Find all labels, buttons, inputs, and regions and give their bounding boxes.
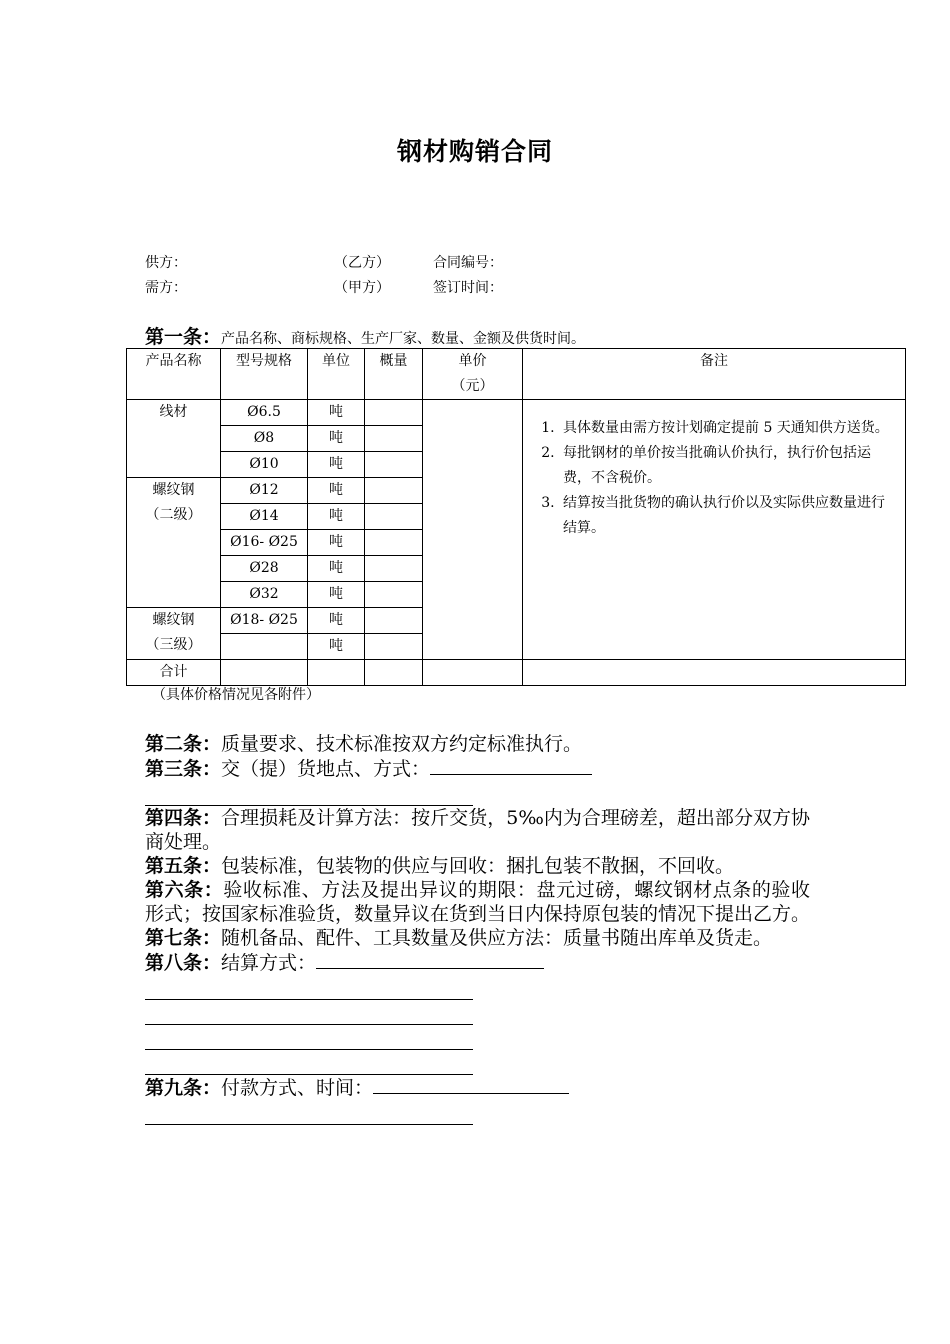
- article-3-text: 交（提）货地点、方式：: [221, 758, 431, 780]
- unit-cell: 吨: [308, 556, 365, 582]
- unit-cell: 吨: [308, 530, 365, 556]
- buyer-role: （甲方）: [334, 280, 390, 296]
- supplier-label: 供方：: [145, 255, 187, 271]
- quantity-cell[interactable]: [365, 556, 423, 582]
- note-item: 1. 具体数量由需方按计划确定提前 5 天通知供方送货。: [559, 416, 897, 441]
- contract-no-label: 合同编号：: [433, 255, 503, 271]
- spec-cell: [221, 634, 308, 660]
- unit-cell: 吨: [308, 426, 365, 452]
- article-3-heading: 第三条：: [145, 758, 222, 780]
- unit-cell: 吨: [308, 478, 365, 504]
- quantity-cell[interactable]: [365, 634, 423, 660]
- spec-cell: Ø6.5: [221, 400, 308, 426]
- payment-blank-line[interactable]: [145, 1100, 473, 1125]
- quantity-cell[interactable]: [365, 582, 423, 608]
- article-4: [145, 806, 810, 854]
- total-price-cell[interactable]: [423, 660, 523, 686]
- spec-cell: Ø32: [221, 582, 308, 608]
- payment-terms-blank[interactable]: [373, 1075, 569, 1094]
- table-row: [127, 400, 906, 426]
- header-notes: 备注: [523, 349, 906, 400]
- buyer-label: 需方：: [145, 280, 187, 296]
- unit-cell: 吨: [308, 400, 365, 426]
- unit-cell: 吨: [308, 504, 365, 530]
- total-row: [127, 660, 906, 686]
- quantity-cell[interactable]: [365, 452, 423, 478]
- article-5: [145, 854, 810, 878]
- unit-cell: 吨: [308, 582, 365, 608]
- delivery-method-blank-2[interactable]: [145, 781, 473, 806]
- total-spec-cell: [221, 660, 308, 686]
- article-4-text: 合理损耗及计算方法：按斤交货，5‰内为合理磅差，超出部分双方协商处理。: [145, 807, 810, 853]
- quantity-cell[interactable]: [365, 400, 423, 426]
- spec-cell: Ø10: [221, 452, 308, 478]
- quantity-cell[interactable]: [365, 426, 423, 452]
- article-2: [145, 732, 810, 756]
- article-5-text: 包装标准，包装物的供应与回收：捆扎包装不散捆，不回收。: [221, 855, 735, 877]
- article-1-text: 产品名称、商标规格、生产厂家、数量、金额及供货时间。: [221, 331, 586, 347]
- article-1-heading: 第一条：: [145, 326, 222, 348]
- article-3: [145, 756, 810, 781]
- header-quantity: 概量: [365, 349, 423, 400]
- spec-cell: Ø18- Ø25: [221, 608, 308, 634]
- article-6-text: 验收标准、方法及提出异议的期限：盘元过磅，螺纹钢材点条的验收形式；按国家标准验货，数量异议在货到当日内保持原包装的情况下提出乙方。: [145, 879, 811, 925]
- article-2-text: 质量要求、技术标准按双方约定标准执行。: [221, 733, 583, 755]
- unit-cell: 吨: [308, 634, 365, 660]
- article-7-heading: 第七条：: [145, 927, 222, 949]
- article-1: [145, 322, 585, 349]
- article-8: [145, 950, 810, 975]
- settlement-blank-line[interactable]: [145, 1000, 473, 1025]
- delivery-method-blank[interactable]: [430, 756, 592, 775]
- header-unit-price: 单价（元）: [423, 349, 523, 400]
- group-name: 线材: [127, 400, 221, 478]
- product-table: [126, 348, 906, 686]
- group-name: 螺纹钢（三级）: [127, 608, 221, 660]
- article-9-text: 付款方式、时间：: [221, 1077, 374, 1099]
- article-6: [145, 878, 810, 926]
- spec-cell: Ø16- Ø25: [221, 530, 308, 556]
- header-spec: 型号规格: [221, 349, 308, 400]
- sign-time-label: 签订时间：: [433, 280, 503, 296]
- quantity-cell[interactable]: [365, 530, 423, 556]
- total-label: 合计: [127, 660, 221, 686]
- total-notes-cell: [523, 660, 906, 686]
- unit-cell: 吨: [308, 608, 365, 634]
- article-7: [145, 926, 810, 950]
- total-unit-cell: [308, 660, 365, 686]
- article-2-heading: 第二条：: [145, 733, 222, 755]
- unit-cell: 吨: [308, 452, 365, 478]
- article-6-heading: 第六条：: [145, 879, 224, 901]
- spec-cell: Ø8: [221, 426, 308, 452]
- unit-price-cell[interactable]: [423, 400, 523, 660]
- settlement-blank-line[interactable]: [145, 1050, 473, 1075]
- note-item: 2. 每批钢材的单价按当批确认价执行，执行价包括运费，不含税价。: [559, 441, 897, 491]
- note-item: 3. 结算按当批货物的确认执行价以及实际供应数量进行结算。: [559, 491, 897, 541]
- quantity-cell[interactable]: [365, 478, 423, 504]
- article-4-heading: 第四条：: [145, 807, 222, 829]
- spec-cell: Ø28: [221, 556, 308, 582]
- group-name: 螺纹钢（二级）: [127, 478, 221, 608]
- header-unit: 单位: [308, 349, 365, 400]
- quantity-cell[interactable]: [365, 608, 423, 634]
- article-8-text: 结算方式：: [221, 952, 317, 974]
- article-8-heading: 第八条：: [145, 952, 222, 974]
- article-7-text: 随机备品、配件、工具数量及供应方法：质量书随出库单及货走。: [221, 927, 773, 949]
- table-header-row: [127, 349, 906, 400]
- header-product-name: 产品名称: [127, 349, 221, 400]
- notes-cell: [523, 400, 906, 660]
- article-9-heading: 第九条：: [145, 1077, 222, 1099]
- settlement-blank-line[interactable]: [145, 1025, 473, 1050]
- settlement-blank-line[interactable]: [145, 975, 473, 1000]
- supplier-role: （乙方）: [334, 255, 390, 271]
- settlement-method-blank[interactable]: [316, 950, 544, 969]
- article-9: [145, 1075, 810, 1100]
- contract-clauses: [145, 732, 810, 1125]
- appendix-note: （具体价格情况见各附件）: [152, 687, 320, 703]
- document-title: 钢材购销合同: [396, 137, 553, 166]
- spec-cell: Ø14: [221, 504, 308, 530]
- quantity-cell[interactable]: [365, 504, 423, 530]
- spec-cell: Ø12: [221, 478, 308, 504]
- total-quantity-cell[interactable]: [365, 660, 423, 686]
- article-5-heading: 第五条：: [145, 855, 222, 877]
